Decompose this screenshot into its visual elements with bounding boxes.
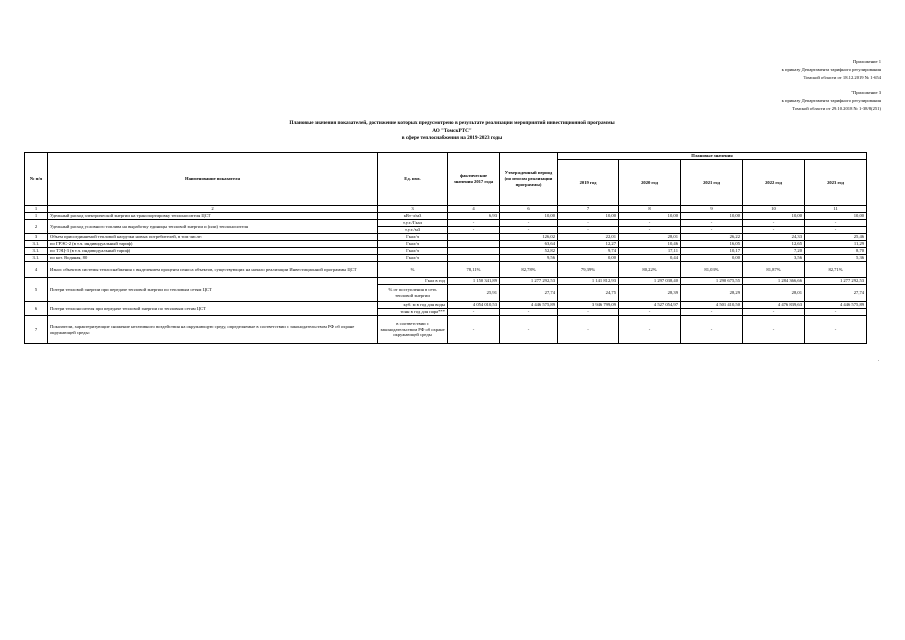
value-cell: - — [681, 309, 743, 316]
col-header-year: 2023 год — [805, 160, 867, 206]
unit-cell: % — [378, 262, 448, 278]
unit-cell: Гкал/ч — [378, 248, 448, 255]
value-cell: 11,29 — [805, 241, 867, 248]
title-line: в сфере теплоснабжения на 2019-2023 годы — [401, 135, 503, 142]
indicator-name: Показатели, характеризующие снижение негативного воздействия на окружающую среду, определяемые в соответствии с законодательством РФ об охране окружающей среды: — [48, 316, 378, 344]
value-cell: 81,87% — [743, 262, 805, 278]
value-cell: 78,11% — [448, 262, 500, 278]
unit-cell: куб. м в год для воды — [378, 302, 448, 309]
value-cell: 24,33 — [743, 234, 805, 241]
column-number: 11 — [805, 206, 867, 213]
table-row — [25, 278, 867, 285]
unit-cell: % от поступления в сеть тепловой энергии — [378, 285, 448, 302]
row-number: 4 — [25, 262, 48, 278]
value-cell: 4 476 839,63 — [743, 302, 805, 309]
appendix-header-2 — [782, 89, 881, 112]
col-header-year: 2019 год — [558, 160, 619, 206]
value-cell: - — [805, 227, 867, 234]
value-cell: 1 141 812,93 — [558, 278, 619, 285]
value-cell: 25,46 — [805, 234, 867, 241]
column-number: 10 — [743, 206, 805, 213]
indicator-name: Удельный расход электрической энергии на транспортировку теплоносителя ЦСТ — [48, 213, 378, 220]
row-number: 2 — [25, 220, 48, 234]
value-cell: 81,03% — [681, 262, 743, 278]
value-cell: - — [448, 309, 500, 316]
value-cell: 10,00 — [500, 213, 558, 220]
value-cell: - — [558, 316, 619, 344]
value-cell: 4 527 054,97 — [619, 302, 681, 309]
value-cell: 7,20 — [743, 248, 805, 255]
document-title — [232, 120, 672, 143]
unit-cell: тонн в год для пара*** — [378, 309, 448, 316]
value-cell: - — [500, 316, 558, 344]
indicator-name: по ТЭЦ-3 (в т.ч. индивидуальный тариф) — [48, 248, 378, 255]
value-cell: 1 150 341,89 — [448, 278, 500, 285]
column-number-row — [25, 206, 867, 213]
value-cell: 22,01 — [558, 234, 619, 241]
column-number: 8 — [619, 206, 681, 213]
indicator-name: Объем присоединяемой тепловой нагрузки новых потребителей, в том числе: — [48, 234, 378, 241]
value-cell: 10,00 — [681, 213, 743, 220]
col-header-year: 2022 год — [743, 160, 805, 206]
value-cell: - — [558, 227, 619, 234]
unit-cell: кВт·ч/м3 — [378, 213, 448, 220]
col-header-approved: Утвержденный период (по итогам реализации программы) — [500, 153, 558, 206]
value-cell: 0,00 — [681, 255, 743, 262]
value-cell: 27,74 — [805, 285, 867, 302]
row-number: 3.1. — [25, 241, 48, 248]
table-row — [25, 220, 867, 227]
col-header-year: 2021 год — [681, 160, 743, 206]
col-header-plan: Плановые значения — [558, 153, 867, 160]
value-cell: 10,00 — [805, 213, 867, 220]
row-number: 3.1. — [25, 255, 48, 262]
row-number: 5 — [25, 278, 48, 302]
appendix-header-2-line: к приказу Департамента тарифного регулирования — [781, 97, 881, 103]
column-number: 7 — [558, 206, 619, 213]
value-cell: 17,11 — [619, 248, 681, 255]
value-cell: - — [743, 227, 805, 234]
unit-cell: Гкал/ч — [378, 234, 448, 241]
value-cell: - — [805, 316, 867, 344]
table-row — [25, 213, 867, 220]
row-number: 6 — [25, 302, 48, 316]
value-cell: 1 284 366,66 — [743, 278, 805, 285]
value-cell — [448, 255, 500, 262]
appendix-header-1 — [782, 58, 881, 81]
value-cell: - — [681, 227, 743, 234]
value-cell: - — [743, 316, 805, 344]
value-cell: 82,71% — [805, 262, 867, 278]
value-cell: - — [619, 220, 681, 227]
value-cell: 4 446 575,89 — [805, 302, 867, 309]
value-cell: 10,17 — [681, 248, 743, 255]
value-cell — [448, 248, 500, 255]
value-cell: 4 446 575,89 — [500, 302, 558, 309]
value-cell: 3 946 799,09 — [558, 302, 619, 309]
column-number: 9 — [681, 206, 743, 213]
value-cell: - — [681, 220, 743, 227]
table-row — [25, 241, 867, 248]
column-number: 1 — [25, 206, 48, 213]
value-cell: - — [619, 316, 681, 344]
row-number: 3 — [25, 234, 48, 241]
value-cell: 82,78% — [500, 262, 558, 278]
indicator-name: Потери теплоносителя при передаче тепловой энергии по тепловым сетям ЦСТ — [48, 302, 378, 316]
value-cell: 10,00 — [558, 213, 619, 220]
value-cell: 1 290 675,55 — [681, 278, 743, 285]
value-cell: 10,46 — [619, 241, 681, 248]
value-cell: - — [619, 227, 681, 234]
value-cell: 10,00 — [619, 213, 681, 220]
value-cell: 8,70 — [805, 248, 867, 255]
value-cell: 16,05 — [681, 241, 743, 248]
column-number: 3 — [378, 206, 448, 213]
column-number: 4 — [448, 206, 500, 213]
value-cell: 12,27 — [558, 241, 619, 248]
value-cell: - — [619, 309, 681, 316]
value-cell: - — [448, 227, 500, 234]
value-cell: 28,01 — [619, 234, 681, 241]
value-cell: 4 501 410,50 — [681, 302, 743, 309]
table-row — [25, 262, 867, 278]
value-cell: 80,22% — [619, 262, 681, 278]
unit-cell: в соответствии с законодательством РФ об охране окружающей среды — [378, 316, 448, 344]
row-number: 3.1. — [25, 248, 48, 255]
table-row — [25, 302, 867, 309]
value-cell: - — [743, 220, 805, 227]
trailing-mark: . — [878, 358, 880, 363]
value-cell: - — [448, 220, 500, 227]
table-row — [25, 316, 867, 344]
appendix-header-1-line: Томской области от 18.12.2019 № 1-654 — [803, 74, 881, 80]
value-cell: - — [500, 227, 558, 234]
col-header-year: 2020 год — [619, 160, 681, 206]
value-cell: 12,65 — [743, 241, 805, 248]
row-number: 1 — [25, 213, 48, 220]
title-line: Плановые значения показателей, достижение которых предусмотрено в результате реализации мероприятий инвестиционной программы — [289, 120, 615, 126]
value-cell: 27,74 — [500, 285, 558, 302]
indicator-name: Износ объектов системы теплоснабжения с выделением процента износа объектов, существующих на начало реализации Инвестиционной программы ЦСТ — [48, 262, 378, 278]
value-cell: 1 277 292,53 — [500, 278, 558, 285]
value-cell: - — [743, 309, 805, 316]
unit-cell: Гкал в год — [378, 278, 448, 285]
value-cell: 1 277 292,53 — [805, 278, 867, 285]
table-row — [25, 255, 867, 262]
unit-cell: т.у.т./Гкал — [378, 220, 448, 227]
value-cell: 3,56 — [743, 255, 805, 262]
value-cell: 9,74 — [558, 248, 619, 255]
unit-cell: Гкал/ч — [378, 255, 448, 262]
appendix-header-1-line: Приложение 1 — [852, 59, 881, 64]
value-cell: - — [681, 316, 743, 344]
indicators-table — [24, 152, 867, 344]
value-cell: 10,00 — [743, 213, 805, 220]
col-header-name: Наименование показателя — [48, 153, 378, 206]
value-cell: 28,01 — [743, 285, 805, 302]
col-header-unit: Ед. изм. — [378, 153, 448, 206]
value-cell: 1 297 038,40 — [619, 278, 681, 285]
value-cell: - — [448, 316, 500, 344]
table-row — [25, 234, 867, 241]
value-cell: - — [500, 220, 558, 227]
row-number: 7 — [25, 316, 48, 344]
indicator-name: по ГРЭС-2 (в т.ч. индивидуальный тариф) — [48, 241, 378, 248]
appendix-header-1-line: к приказу Департамента тарифного регулирования — [781, 66, 881, 72]
value-cell: 63,64 — [500, 241, 558, 248]
value-cell: 0,00 — [558, 255, 619, 262]
indicator-name: Удельный расход условного топлива на выработку единицы тепловой энергии и (или) теплоносителя — [48, 220, 378, 234]
value-cell: 9,56 — [500, 255, 558, 262]
value-cell — [448, 241, 500, 248]
col-header-num: № п/п — [25, 153, 48, 206]
unit-cell: Гкал/ч — [378, 241, 448, 248]
value-cell: - — [558, 220, 619, 227]
unit-cell: т.у.т./м3 — [378, 227, 448, 234]
indicator-name: по кот. Водяная, 80 — [48, 255, 378, 262]
value-cell: 25,91 — [448, 285, 500, 302]
value-cell: 26,22 — [681, 234, 743, 241]
indicator-name: Потери тепловой энергии при передаче тепловой энергии по тепловым сетям ЦСТ — [48, 278, 378, 302]
column-number: 2 — [48, 206, 378, 213]
value-cell — [448, 234, 500, 241]
appendix-header-2-line: Томской области от 29.10.2018 № 1-38/8(251) — [792, 105, 881, 111]
value-cell: 0,44 — [619, 255, 681, 262]
value-cell: - — [500, 309, 558, 316]
value-cell: 52,82 — [500, 248, 558, 255]
value-cell: 24,75 — [558, 285, 619, 302]
column-number: 6 — [500, 206, 558, 213]
col-header-fact-2017: фактические значения 2017 года — [448, 153, 500, 206]
value-cell: - — [805, 309, 867, 316]
value-cell: - — [805, 220, 867, 227]
value-cell: 126,02 — [500, 234, 558, 241]
value-cell: - — [558, 309, 619, 316]
value-cell: 6,93 — [448, 213, 500, 220]
title-line: АО "ТомскРТС" — [432, 127, 472, 134]
appendix-header-2-line: "Приложение 3 — [851, 90, 881, 95]
value-cell: 5,36 — [805, 255, 867, 262]
value-cell: 79,39% — [558, 262, 619, 278]
value-cell: 28,39 — [619, 285, 681, 302]
value-cell: 4 054 010,53 — [448, 302, 500, 309]
value-cell: 28,29 — [681, 285, 743, 302]
table-row — [25, 248, 867, 255]
